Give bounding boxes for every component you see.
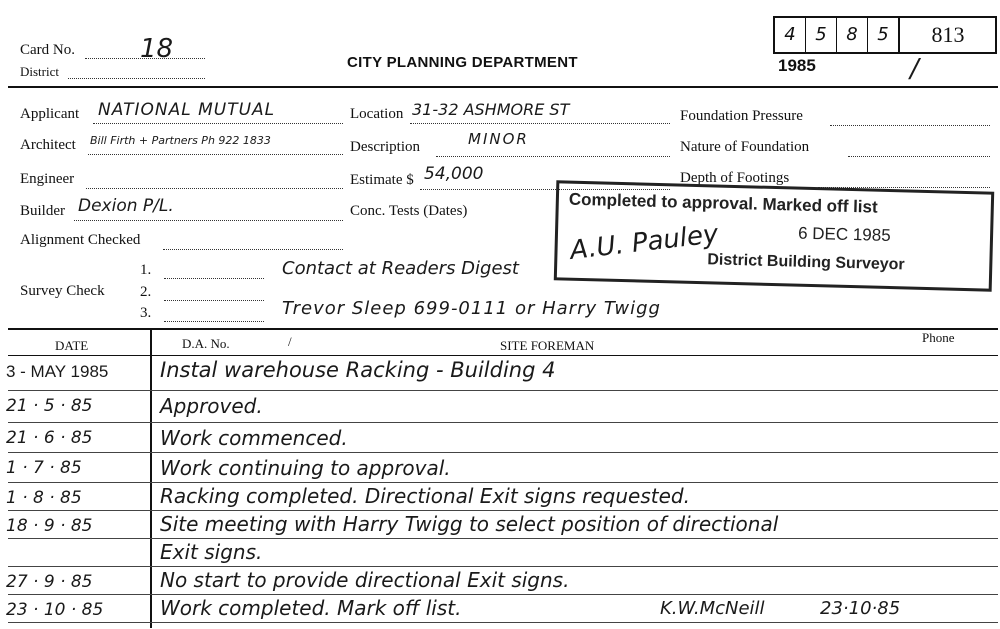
log-row-entry: Work completed. Mark off list. <box>160 596 462 620</box>
architect-value: Bill Firth + Partners Ph 922 1833 <box>90 134 271 147</box>
log-row-entry: No start to provide directional Exit signs. <box>160 568 570 592</box>
completion-stamp <box>554 180 994 291</box>
stamp-date: 6 DEC 1985 <box>797 223 891 246</box>
nature-foundation-line <box>848 156 990 157</box>
number-box-1: 4 <box>775 18 806 52</box>
signoff-date: 23·10·85 <box>820 598 901 619</box>
engineer-label: Engineer <box>20 171 75 187</box>
log-row-date: 23 · 10 · 85 <box>6 600 104 620</box>
foundation-pressure-line <box>830 125 990 126</box>
log-row-entry: Approved. <box>160 394 263 418</box>
district-line <box>68 78 205 79</box>
applicant-value: NATIONAL MUTUAL <box>98 100 276 120</box>
log-row-entry: Work commenced. <box>160 426 348 450</box>
department-title: CITY PLANNING DEPARTMENT <box>347 54 578 71</box>
row-rule <box>8 538 998 539</box>
alignment-label: Alignment Checked <box>20 232 141 248</box>
phone-label: Phone <box>922 330 955 345</box>
conc-tests-label: Conc. Tests (Dates) <box>350 203 468 219</box>
location-line <box>410 123 670 124</box>
log-row-date: 18 · 9 · 85 <box>6 516 93 536</box>
stamp-signature: A.U. Pauley <box>568 219 720 266</box>
location-value: 31-32 ASHMORE ST <box>412 100 570 119</box>
survey-num-1: 1. <box>140 262 152 278</box>
architect-label: Architect <box>20 137 76 153</box>
row-rule <box>8 566 998 567</box>
survey-line-3 <box>164 321 264 322</box>
log-row-entry: Site meeting with Harry Twigg to select position of directional <box>160 512 779 536</box>
foreman-label: SITE FOREMAN <box>500 338 595 353</box>
year-mark: / <box>910 54 919 84</box>
log-row-date: 1 · 7 · 85 <box>6 458 82 478</box>
description-label: Description <box>350 139 420 155</box>
log-row-date: 21 · 5 · 85 <box>6 396 93 416</box>
log-header-border <box>8 355 998 356</box>
da-label: D.A. No. <box>182 336 230 351</box>
applicant-label: Applicant <box>20 106 80 122</box>
survey-check-label: Survey Check <box>20 283 105 299</box>
architect-line <box>88 154 343 155</box>
stamp-line-1: Completed to approval. Marked off list <box>568 189 878 217</box>
description-value: MINOR <box>468 130 529 148</box>
engineer-line <box>86 188 343 189</box>
foundation-pressure-label: Foundation Pressure <box>680 108 803 124</box>
survey-note-3: Trevor Sleep 699-0111 or Harry Twigg <box>282 298 661 319</box>
estimate-value: 54,000 <box>424 164 484 184</box>
log-row-entry: Instal warehouse Racking - Building 4 <box>160 358 556 382</box>
card-no-value: 18 <box>140 34 174 64</box>
row-rule <box>8 482 998 483</box>
survey-line-2 <box>164 300 264 301</box>
file-number: 813 <box>931 22 965 47</box>
stamp-line-3: District Building Surveyor <box>707 251 905 274</box>
row-rule <box>8 510 998 511</box>
alignment-line <box>163 249 343 250</box>
builder-line <box>74 220 343 221</box>
da-value: / <box>288 334 292 349</box>
row-rule <box>8 452 998 453</box>
log-row-date: 3 - MAY 1985 <box>6 362 109 381</box>
log-top-border <box>8 328 998 330</box>
log-row-date: 21 · 6 · 85 <box>6 428 93 448</box>
survey-num-2: 2. <box>140 284 152 300</box>
location-label: Location <box>350 106 404 122</box>
log-row-date: 27 · 9 · 85 <box>6 572 93 592</box>
log-row-date: 1 · 8 · 85 <box>6 488 82 508</box>
log-row-entry: Racking completed. Directional Exit signs requested. <box>160 484 690 508</box>
survey-line-1 <box>164 278 264 279</box>
estimate-label: Estimate $ <box>350 172 414 188</box>
log-column-divider <box>150 328 152 628</box>
signoff-name: K.W.McNeill <box>660 598 765 619</box>
row-rule <box>8 390 998 391</box>
header-divider <box>8 86 998 88</box>
district-label: District <box>20 64 59 79</box>
log-row-entry: Exit signs. <box>160 540 263 564</box>
log-row-entry: Work continuing to approval. <box>160 456 451 480</box>
survey-num-3: 3. <box>140 305 152 321</box>
row-rule <box>8 594 998 595</box>
year: 1985 <box>778 56 816 75</box>
survey-note-1: Contact at Readers Digest <box>282 258 519 279</box>
depth-footings-label: Depth of Footings <box>680 170 790 186</box>
nature-foundation-label: Nature of Foundation <box>680 139 810 155</box>
builder-value: Dexion P/L. <box>78 196 174 216</box>
number-box-3: 8 <box>837 18 868 52</box>
date-header: DATE <box>55 338 89 353</box>
row-rule <box>8 622 998 623</box>
row-rule <box>8 422 998 423</box>
builder-label: Builder <box>20 203 65 219</box>
description-line <box>436 156 670 157</box>
applicant-line <box>93 123 343 124</box>
card-no-label: Card No. <box>20 42 75 58</box>
number-box-2: 5 <box>806 18 837 52</box>
file-number-box <box>773 16 997 54</box>
number-box-4: 5 <box>868 18 900 52</box>
